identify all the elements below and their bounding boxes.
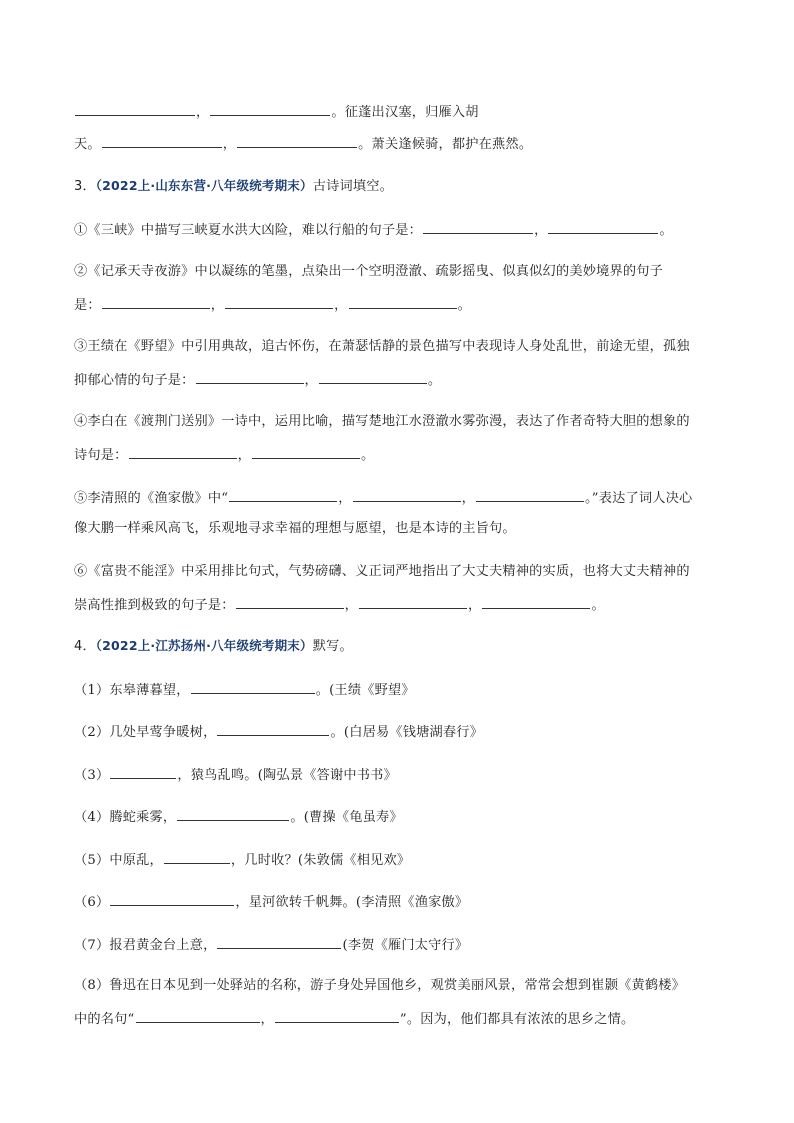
q4-item-7: （7）报君黄金台上意， (李贺《雁门太守行》 bbox=[74, 935, 468, 955]
q4-item-5: （5）中原乱， ，几时收？(朱敦儒《相见欢》 bbox=[74, 850, 410, 870]
q4-item-3: （3） ，猿鸟乱鸣。(陶弘景《答谢中书书》 bbox=[74, 765, 397, 785]
answer-blank[interactable] bbox=[423, 220, 533, 234]
answer-blank[interactable] bbox=[102, 134, 222, 148]
q3-item-5-line-1: ⑤李清照的《渔家傲》中“ ， ， 。”表达了词人决心 bbox=[74, 488, 692, 508]
answer-blank[interactable] bbox=[102, 295, 210, 309]
q4-item-8-line-1: （8）鲁迅在日本见到一处驿站的名称，游子身处异国他乡，观赏美丽风景，常常会想到崔颢《黄鹤楼》 bbox=[74, 978, 686, 993]
answer-blank[interactable] bbox=[129, 445, 237, 459]
question-source: （2022上·山东东营·八年级统考期末） bbox=[95, 178, 313, 193]
q4-item-2: （2）几处早莺争暖树， 。(白居易《钱塘湖春行》 bbox=[74, 722, 483, 742]
question-3-header: 3．（2022上·山东东营·八年级统考期末）古诗词填空。 bbox=[74, 178, 394, 194]
answer-blank[interactable] bbox=[225, 295, 333, 309]
q3-item-2-line-1: ②《记承天寺夜游》中以凝练的笔墨，点染出一个空明澄澈、疏影摇曳、似真似幻的美妙境界的句子 bbox=[74, 264, 664, 279]
answer-blank[interactable] bbox=[252, 445, 360, 459]
answer-blank[interactable] bbox=[353, 488, 461, 502]
q3-item-2-line-2: 是： ， ， 。 bbox=[74, 295, 471, 315]
q3-item-4-line-2: 诗句是： ， 。 bbox=[74, 445, 374, 465]
answer-blank[interactable] bbox=[177, 807, 289, 821]
q3-item-3-line-1: ③王绩在《野望》中引用典故，追古怀伤，在萧瑟恬静的景色描写中表现诗人身处乱世，前途无望，孤独 bbox=[74, 339, 690, 354]
answer-blank[interactable] bbox=[482, 595, 590, 609]
answer-blank[interactable] bbox=[476, 488, 584, 502]
answer-blank[interactable] bbox=[75, 102, 195, 116]
answer-blank[interactable] bbox=[217, 722, 329, 736]
answer-blank[interactable] bbox=[275, 1009, 399, 1023]
q3-item-3-line-2: 抑郁心情的句子是： ， 。 bbox=[74, 370, 441, 390]
q3-item-5-line-2: 像大鹏一样乘风高飞，乐观地寻求幸福的理想与愿望，也是本诗的主旨句。 bbox=[74, 521, 516, 536]
q3-item-4-line-1: ④李白在《渡荆门送别》一诗中，运用比喻，描写楚地江水澄澈水雾弥漫，表达了作者奇特大胆的想象的 bbox=[74, 414, 690, 429]
q3-item-6-line-1: ⑥《富贵不能淫》中采用排比句式，气势磅礴、义正词严地指出了大丈夫精神的实质，也将大丈夫精神的 bbox=[74, 564, 690, 579]
prev-line-2: 天。 ， 。萧关逢候骑，都护在燕然。 bbox=[74, 134, 532, 154]
q3-item-1: ①《三峡》中描写三峡夏水洪大凶险，难以行船的句子是： ， 。 bbox=[74, 220, 673, 240]
q4-item-8-line-2: 中的名句“ ， ”。因为，他们都具有浓浓的思乡之情。 bbox=[74, 1009, 634, 1029]
q4-item-6: （6） ，星河欲转千帆舞。(李清照《渔家傲》 bbox=[74, 892, 468, 912]
question-4-header: 4．（2022上·江苏扬州·八年级统考期末）默写。 bbox=[74, 638, 353, 654]
answer-blank[interactable] bbox=[359, 595, 467, 609]
answer-blank[interactable] bbox=[548, 220, 658, 234]
answer-blank[interactable] bbox=[229, 488, 337, 502]
q4-item-4: （4）腾蛇乘雾， 。(曹操《龟虽寿》 bbox=[74, 807, 403, 827]
answer-blank[interactable] bbox=[196, 370, 304, 384]
question-source: （2022上·江苏扬州·八年级统考期末） bbox=[95, 638, 313, 653]
answer-blank[interactable] bbox=[319, 370, 427, 384]
answer-blank[interactable] bbox=[349, 295, 457, 309]
answer-blank[interactable] bbox=[191, 680, 315, 694]
answer-blank[interactable] bbox=[210, 102, 330, 116]
q3-item-6-line-2: 崇高性推到极致的句子是： ， ， 。 bbox=[74, 595, 605, 615]
prev-line-1: ， 。征蓬出汉塞，归雁入胡 bbox=[74, 102, 479, 122]
answer-blank[interactable] bbox=[217, 935, 341, 949]
answer-blank[interactable] bbox=[237, 134, 357, 148]
answer-blank[interactable] bbox=[110, 892, 234, 906]
answer-blank[interactable] bbox=[164, 850, 230, 864]
answer-blank[interactable] bbox=[136, 1009, 260, 1023]
answer-blank[interactable] bbox=[236, 595, 344, 609]
answer-blank[interactable] bbox=[110, 765, 176, 779]
q4-item-1: （1）东皋薄暮望， 。(王绩《野望》 bbox=[74, 680, 415, 700]
